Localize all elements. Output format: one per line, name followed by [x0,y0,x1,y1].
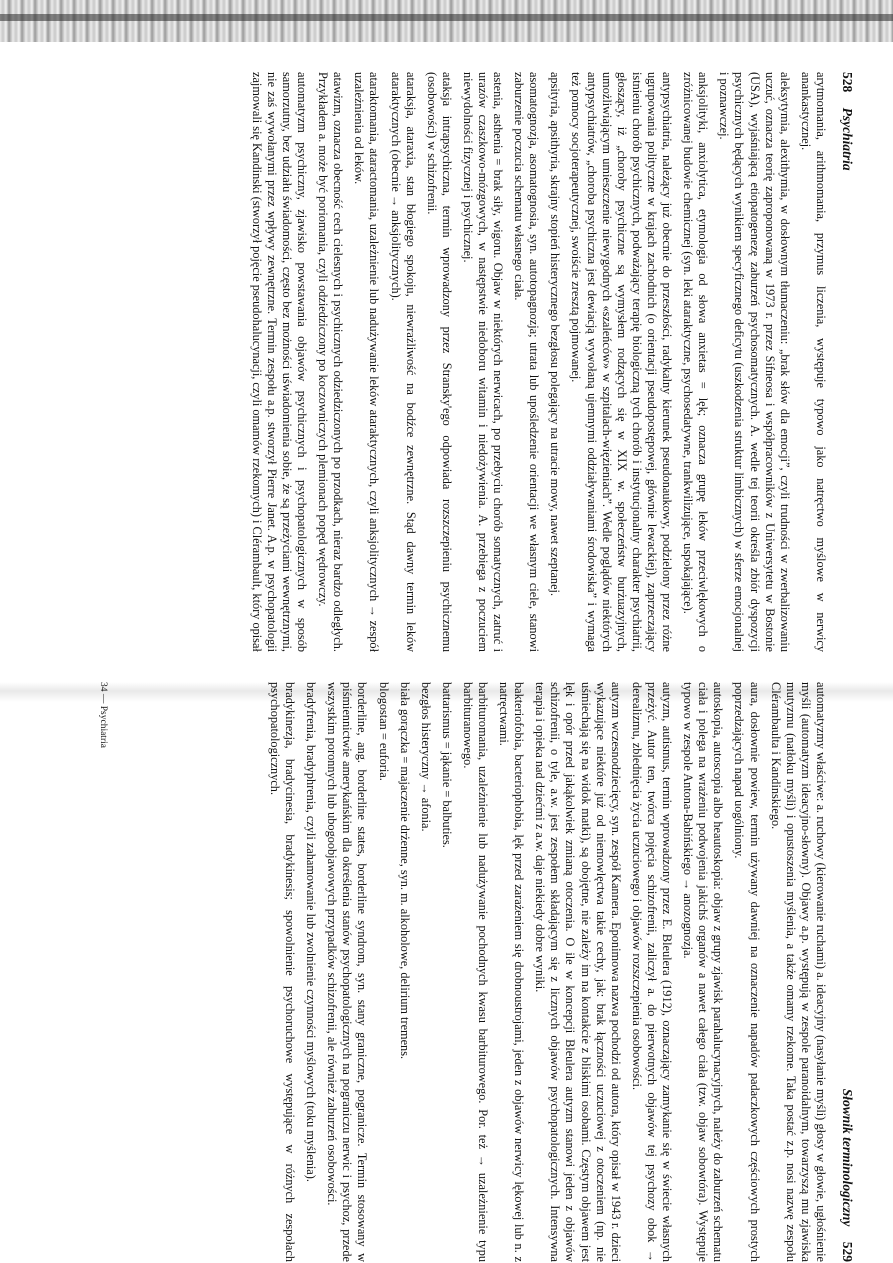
entry-bakteriofobia: bakteriofobia, bacteriophobia, lęk przed zarażeniem się drobnoustrojami, jeden z objawów nerwicy lękowej lub n. z natręctwami. [497,682,527,1262]
entry-biala-goraczka: biała gorączka = majaczenie drżenne, syn. m. alkoholowe, delirium tremens. [397,682,412,1060]
entry-apsityria: apsityria, apsithyria, skrajny stopień histerycznego bezgłosu polegający na utracie mowy, nawet szeptanej. [548,72,563,597]
entry-aleksytymia: aleksytymia, alexithymia, w dosłownym tłumaczeniu: „brak słów dla emocji”, czyli trudności w zwerbalizowaniu uczuć, oznacza teorię zaproponowaną w 1973 r. przez Sifneosa i współpracowników z Uniwersytetu w Bostonie (USA), wyjaśniającą etiopatogenezę zaburzeń psychosomatycznych. A. wedle tej teorii określa zbiór dyspozycji psychicznych będących wynikiem specyficznego deficytu (uszkodzenia struktur limbicznych) w sferze emocjonalnej i poznawczej. [717,72,792,652]
entry-bezglos-histeryczny: bezgłos histeryczny → afonia. [418,682,433,832]
entry-bradykinezja: bradykinezja, bradycinesia, bradykinesis; spowolnienie psychoruchowe występujące w różnych zespołach psychopatologicznych. [268,682,298,1262]
right-section-title: Słownik terminologiczny [840,1088,855,1227]
entry-ataksja: ataksja intrapsychiczna, termin wprowadzony przez Stransky'ego odpowiada rozszczepieniu psychicznemu (osobowości) w schizofrenii. [424,72,454,652]
entry-blogostan: blogostan = euforia. [376,682,391,781]
entry-ataraktomania: ataraktomania, ataractomania, uzależnienie lub nadużywanie leków ataraktycznych, czyli anksjolitycznych → zespół uzależnienia od leków. [352,72,382,652]
left-page-number: 528 [840,72,855,93]
entry-autyzm: autyzm, autismus, termin wprowadzony przez E. Bleulera (1912), oznaczający zamykanie się w świecie własnych przeżyć. Autor ten, twórca pojęcia schizofrenii, zaliczył a. do pierwotnych objawów tej psychozy obok → derealizmu, zblednięcia życia uczuciowego i objawów rozszczepienia osobowości. [629,682,675,1262]
entry-battarismus: battarismus = jąkanie = balbuties. [439,682,454,848]
entry-borderline: borderline, ang. borderline states, borderline syndrom, syn. stany graniczne, pogranicze. Termin stosowany w piśmiennictwie amerykańskim dla określenia stanów psychopatologicznych na pograniczu nerwic i psychoz, przede wszystkim poronnych lub ubogoobjawowych przypadków schizofrenii, ale również zaburzeń osobowości. [325,682,370,1262]
entry-astenia: astenia, asthenia = brak siły, wigoru. Objaw w niektórych nerwicach, po przebyciu chorób somatycznych, zatruć i urazów czaszkowo-mózgowych, w następstwie niedoboru witamin i niedożywienia. A. przebiega z poczuciem niewydolności fizycznej i psychicznej. [460,72,506,652]
entry-antypsychiatria: antypsychiatria, należący już obecnie do przeszłości, radykalny kierunek pseudonaukowy, podzielony przez różne ugrupowania polityczne w krajach zachodnich (o orientacji pseudopostępowej, głównie lewackiej), zaprzeczający istnieniu chorób psychicznych, podważający terapię biologiczną tych chorób i instytucjonalny charakter psychiatrii, głoszący, iż „choroby psychiczne są wymysłem rodzących się w XIX w. społeczeństw burżuazyjnych, umożliwiającym umieszczenie niewygodnych «szaleńców» w szpitalach-więzieniach”. Wedle poglądów niektórych antypsychiatrów, „choroba psychiczna jest dewiacją wywołaną ujemnymi oddziaływaniami środowiska” i wymaga też pomocy socjoterapeutycznej, swoiście zresztą pojmowanej. [569,72,675,652]
page-footer: 34 — Psychiatria [98,682,109,748]
book-spread [0,42,893,1263]
entry-arytmomania: arytmomania, arithmomania, przymus liczenia, występuje typowo jako natręctwo myślowe w nerwicy anankastycznej. [798,72,828,652]
entry-automatyzm-psychiczny: automatyzm psychiczny, zjawisko powstawania objawów psychicznych i psychopatologicznych w sposób samorzutny, bez udziału świadomości, często bez możności uświadomienia sobie, że są przeżyciami wewnętrznymi, nie zaś wywołanymi przez wpływy zewnętrzne. Termin zespołu a.p. stworzył Pierre Janet. A.p. w psychopatologii zajmowali się Kandinski (stworzył pojęcie pseudohalucynacji, czyli omamów rzekomych) i Clérambault, który opisał [249,72,310,652]
entry-barbituromania: barbituromania, uzależnienie lub nadużywanie pochodnych kwasu barbiturowego. Por. też → uzależnienie typu barbituranowego. [460,682,491,1262]
entry-atawizm: atawizm, oznacza obecność cech cielesnych i psychicznych odziedziczonych po przodkach, nieraz bardzo odległych. Przykładem a. może być poriomania, czyli odziedziczony po koczowniczych plemionach popęd wędrowczy. [316,72,346,652]
entry-autoskopia: autoskopia, autoscopia albo heautoskopia: objaw z grupy zjawisk parahalucynacyjnych, należy do zaburzeń schematu ciała i polega na wrażeniu podwojenia jakichś organów a nawet całego ciała (tzw. objaw sobowtóra). Występuje typowo w zespole Antona-Babińskiego → anozognozja. [681,682,726,1262]
right-page [95,682,855,1262]
entry-ataraksja: ataraksja, ataraxia, stan błogiego spokoju, niewrażliwość na bodźce zewnętrzne. Stąd dawny termin leków ataraktycznych (obecnie → anksjolitycznych). [388,72,418,652]
right-page-number: 529 [840,1241,855,1262]
left-page [95,72,855,652]
entry-bradyfrenia: bradyfrenia, bradyphrenia, czyli zahamowanie lub zwolnienie czynności myślowych (toku myślenia). [304,682,319,1182]
entry-anksjolityki: anksjolityki, anxiolytica, etymologia od słowa anxietas = lęk; oznacza grupę leków przeciwlękowych o zróżnicowanej budowie chemicznej (syn. leki ataraktyczne, psychosedatywne, trankwilizujące, uspokajające). [681,72,711,652]
scan-edge-artifact [0,0,893,42]
left-section-title: Psychiatria [840,107,855,171]
left-running-head [840,72,855,652]
entry-aura: aura, dosłownie powiew, termin używany dawniej na oznaczenie napadów padaczkowych częściowych prostych poprzedzających napad uogólniony. [732,682,762,1262]
entry-automatyzmy-wlasciwe: automatyzmy właściwe: a. ruchowy (kierowanie ruchami) a. ideacyjny (nasyłanie myśli) głosy w głowie, ugłośnienie myśli (automatyzm ideacyjno-słowny). Objawy a.p. występują w zespole paranoidalnym, towarzyszą mu zjawiska mutyzmu (natłoku myśli) i opustoszenia myślenia, a także omamy rzekome. Taka postać z.p. nosi nazwę zespołu Clérambaulta i Kandinskiego. [768,682,828,1262]
entry-asomatognozja: asomatognozja, asomatognosia, syn. autotopagnozja; utrata lub upośledzenie orientacji we własnym ciele, stanowi zaburzenie poczucia schematu własnego ciała. [512,72,542,652]
right-running-head [840,682,855,1262]
entry-autyzm-wczesnodzieciecy: autyzm wczesnodziecięcy, syn. zespół Kannera. Eponimowa nazwa pochodzi od autora, który opisał w 1943 r. dzieci wykazujące niektóre już od niemowlęctwa takie cechy, jak: brak łączności uczuciowej z otoczeniem (np. nie uśmiechają się na widok matki), są obojętne, nie zależy im na kontakcie z bliskimi osobami. Częstym objawem jest lęk i opór przed jakąkolwiek zmianą otoczenia. O ile w koncepcji Bleulera autyzm stanowi jeden z objawów schizofrenii, o tyle, a.w. jest zespołem składającym się z licznych objawów psychopatologicznych. Intensywna terapia i opieka nad dziećmi z a.w. daje niekiedy dobre wyniki. [533,682,623,1262]
